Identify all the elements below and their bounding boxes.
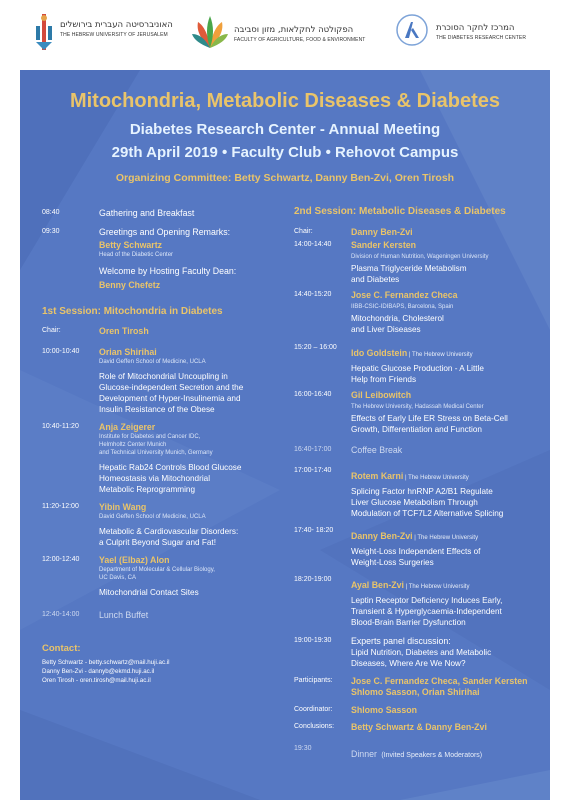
talk-title-line: Hepatic Glucose Production - A Little: [351, 364, 484, 373]
chair-label: Chair:: [42, 327, 61, 334]
talk-title-line: Mitochondria, Cholesterol: [351, 314, 444, 323]
coordinator-row: [294, 705, 546, 716]
speaker-name: Gil Leibowitch: [351, 390, 412, 400]
schedule-row: [42, 266, 274, 291]
faculty-name-en: FACULTY OF AGRICULTURE, FOOD & ENVIRONMENT: [234, 37, 366, 43]
event-text: Coffee Break: [351, 445, 403, 455]
talk-row: [294, 240, 546, 285]
time-label: 12:00-12:40: [42, 556, 80, 563]
time-label: 18:20-19:00: [294, 576, 332, 583]
contact-line: Oren Tirosh - oren.tirosh@mail.huji.ac.il: [42, 677, 151, 684]
talk-title-line: Mitochondrial Contact Sites: [99, 588, 199, 597]
hebrew-university-name-he: האוניברסיטה העברית בירושלים: [60, 20, 173, 30]
speaker-institution: Institute for Diabetes and Cancer IDC,: [99, 434, 201, 440]
talk-title-line: and Liver Diseases: [351, 325, 421, 334]
time-label: 19:00-19:30: [294, 637, 332, 644]
talk-title-line: Growth, Differentiation and Function: [351, 425, 482, 434]
time-label: 15:20 – 16:00: [294, 344, 337, 351]
participants-line: Jose C. Fernandez Checa, Sander Kersten: [351, 676, 528, 686]
time-label: 10:40-11:20: [42, 423, 79, 430]
meeting-subtitle: Diabetes Research Center - Annual Meeting: [129, 121, 441, 138]
talk-title-line: Homeostasis via Mitochondrial: [99, 474, 211, 483]
poster-title: Mitochondria, Metabolic Diseases & Diabetes: [69, 90, 501, 112]
panel-title: Experts panel discussion:: [351, 636, 451, 646]
speaker-institution: David Geffen School of Medicine, UCLA: [99, 359, 206, 365]
talk-title-line: Weight-Loss Independent Effects of: [351, 547, 481, 556]
talk-title-line: Effects of Early Life ER Stress on Beta-Cell: [351, 414, 508, 423]
talk-title-line: Help from Friends: [351, 375, 417, 384]
organizing-committee: Organizing Committee: Betty Schwartz, Danny Ben-Zvi, Oren Tirosh: [115, 172, 455, 184]
talk-title-line: Weight-Loss Surgeries: [351, 558, 434, 567]
talk-row: [42, 422, 274, 495]
speaker-institution: and Technical University Munich, Germany: [99, 450, 213, 456]
talk-title-line: and Diabetes: [351, 275, 400, 284]
speaker-name: Benny Chefetz: [99, 280, 161, 290]
dinner-note: (Invited Speakers & Moderators): [381, 752, 483, 759]
talk-row: 17:40- 18:20 Danny Ben-Zvi | The Hebrew University Weight-Loss Independent Effects of Weight-Loss Surgeries: [294, 526, 546, 568]
diabetes-center-name-he: המרכז לחקר הסוכרת: [436, 23, 515, 33]
schedule-row: [42, 227, 274, 259]
time-label: 14:00-14:40: [294, 241, 332, 248]
right-column: [294, 205, 546, 762]
speaker-name: Rotem Karni: [351, 471, 404, 481]
speaker-institution: Department of Molecular & Cellular Biology,: [99, 567, 215, 573]
talk-title-line: Blood-Brain Barrier Dysfunction: [351, 618, 466, 627]
contact-line: Danny Ben-Zvi - dannyb@ekmd.huji.ac.il: [42, 668, 155, 675]
speaker-affiliation: The Hebrew University: [408, 475, 469, 481]
talk-title-line: Liver Glucose Metabolism Through: [351, 498, 478, 507]
coordinator-name: Shlomo Sasson: [351, 705, 417, 715]
speaker-name: Anja Zeigerer: [99, 422, 156, 432]
left-column: [42, 205, 274, 685]
event-text: Gathering and Breakfast: [99, 208, 195, 218]
session-2-title: 2nd Session: Metabolic Diseases & Diabetes: [294, 206, 506, 217]
speaker-affiliation: The Hebrew University: [417, 535, 479, 541]
chair-label: Chair:: [294, 228, 313, 235]
chair-row: [294, 227, 546, 238]
talk-row: [42, 555, 274, 598]
speaker-affiliation: The Hebrew University: [412, 352, 473, 358]
chair-name: Danny Ben-Zvi: [351, 227, 413, 237]
chair-name: Oren Tirosh: [99, 326, 149, 336]
talk-title-line: Development of Hyper-Insulinemia and: [99, 394, 241, 403]
time-label: 09:30: [42, 228, 60, 235]
time-label: 16:40-17:00: [294, 446, 332, 453]
coordinator-label: Coordinator:: [294, 706, 333, 713]
time-label: 19:30: [294, 745, 312, 752]
participants-row: [294, 676, 546, 698]
panel-topic-line: Diseases, Where Are We Now?: [351, 659, 466, 668]
time-label: 10:00-10:40: [42, 348, 80, 355]
event-text: Greetings and Opening Remarks:: [99, 227, 231, 237]
time-label: 12:40-14:00: [42, 611, 80, 618]
panel-row: [294, 636, 546, 669]
lunch-row: [42, 610, 274, 621]
talk-title-line: Role of Mitochondrial Uncoupling in: [99, 372, 228, 381]
participants-label: Participants:: [294, 677, 333, 684]
conclusions-names: Betty Schwartz & Danny Ben-Zvi: [351, 722, 487, 732]
time-label: 11:20-12:00: [42, 503, 79, 510]
logo-header: [0, 0, 565, 70]
talk-title-line: Plasma Triglyceride Metabolism: [351, 264, 467, 273]
talk-row: [42, 502, 274, 548]
speaker-name: Yibin Wang: [99, 502, 147, 512]
talk-row: [294, 390, 546, 435]
faculty-agriculture-logo-icon: [192, 14, 228, 50]
time-label: 08:40: [42, 209, 60, 216]
panel-topic-line: Lipid Nutrition, Diabetes and Metabolic: [351, 648, 492, 657]
talk-title-line: a Culprit Beyond Sugar and Fat!: [99, 538, 216, 547]
dinner-row: [294, 744, 546, 762]
speaker-institution: Helmholtz Center Munich: [99, 442, 167, 448]
time-label: 17:00-17:40: [294, 467, 332, 474]
event-text: Welcome by Hosting Faculty Dean:: [99, 266, 237, 276]
talk-title-line: Leptin Receptor Deficiency Induces Early,: [351, 596, 503, 605]
time-label: 17:40- 18:20: [294, 527, 334, 534]
speaker-name: Ido Goldstein: [351, 348, 408, 358]
speaker-institution: The Hebrew University, Hadassah Medical Center: [351, 404, 484, 410]
speaker-institution: Division of Human Nutrition, Wageningen University: [351, 254, 489, 260]
participants-line: Shlomo Sasson, Orian Shirihai: [351, 687, 480, 697]
faculty-name-he: הפקולטה לחקלאות, מזון וסביבה: [234, 25, 354, 35]
speaker-name: Betty Schwartz: [99, 240, 163, 250]
meeting-date-line: 29th April 2019 • Faculty Club • Rehovot Campus: [111, 144, 459, 161]
schedule-row: [42, 208, 274, 219]
coffee-row: [294, 445, 546, 456]
diabetes-center-logo-icon: [396, 14, 428, 46]
speaker-institution: UC Davis, CA: [99, 575, 137, 581]
speaker-name: Yael (Elbaz) Alon: [99, 555, 170, 565]
speaker-institution: David Geffen School of Medicine, UCLA: [99, 514, 206, 520]
speaker-name: Sander Kersten: [351, 240, 417, 250]
chair-row: [42, 326, 274, 337]
talk-title-line: Splicing Factor hnRNP A2/B1 Regulate: [351, 487, 493, 496]
speaker-institution: IIBB-CSIC-IDIBAPS, Barcelona, Spain: [351, 304, 454, 310]
diabetes-center-name-en: THE DIABETES RESEARCH CENTER: [436, 35, 527, 41]
session-1-title: 1st Session: Mitochondria in Diabetes: [42, 306, 223, 317]
speaker-name: Jose C. Fernandez Checa: [351, 290, 458, 300]
contact-line: Betty Schwartz - betty.schwartz@mail.huji.ac.il: [42, 659, 170, 666]
hebrew-university-name-en: THE HEBREW UNIVERSITY OF JERUSALEM: [60, 32, 168, 38]
talk-row: 17:00-17:40 Rotem Karni | The Hebrew University Splicing Factor hnRNP A2/B1 Regulate Liver Glucose Metabolism Through Modulation of TCF7L2 Alternative Splicing: [294, 466, 546, 519]
speaker-institution: Head of the Diabetic Center: [99, 252, 174, 258]
speaker-name: Orian Shirihai: [99, 347, 157, 357]
hebrew-university-logo-icon: [34, 12, 54, 52]
talk-row: [42, 347, 274, 415]
program-panel: [20, 70, 550, 800]
talk-title-line: Metabolic Reprogramming: [99, 485, 196, 494]
speaker-name: Ayal Ben-Zvi: [351, 580, 404, 590]
speaker-name: Danny Ben-Zvi: [351, 531, 413, 541]
event-text: Lunch Buffet: [99, 610, 149, 620]
talk-title-line: Modulation of TCF7L2 Alternative Splicing: [351, 509, 504, 518]
contact-title: Contact:: [42, 643, 81, 654]
talk-title-line: Glucose-independent Secretion and the: [99, 383, 244, 392]
talk-row: 15:20 – 16:00 Ido Goldstein | The Hebrew University Hepatic Glucose Production - A Little Help from Friends: [294, 343, 546, 385]
talk-title-line: Metabolic & Cardiovascular Disorders:: [99, 527, 239, 536]
conclusions-row: [294, 722, 546, 733]
talk-row: [294, 290, 546, 335]
talk-title-line: Insulin Resistance of the Obese: [99, 405, 215, 414]
time-label: 16:00-16:40: [294, 391, 332, 398]
conclusions-label: Conclusions:: [294, 723, 335, 730]
talk-row: 18:20-19:00 Ayal Ben-Zvi | The Hebrew University Leptin Receptor Deficiency Induces Early, Transient & Hyperglycaemia-Independent Blood-Brain Barrier Dysfunction: [294, 575, 546, 628]
dinner-text: Dinner: [351, 749, 377, 759]
time-label: 14:40-15:20: [294, 291, 332, 298]
talk-title-line: Transient & Hyperglycaemia-Independent: [351, 607, 502, 616]
speaker-affiliation: The Hebrew University: [408, 584, 470, 590]
talk-title-line: Hepatic Rab24 Controls Blood Glucose: [99, 463, 242, 472]
